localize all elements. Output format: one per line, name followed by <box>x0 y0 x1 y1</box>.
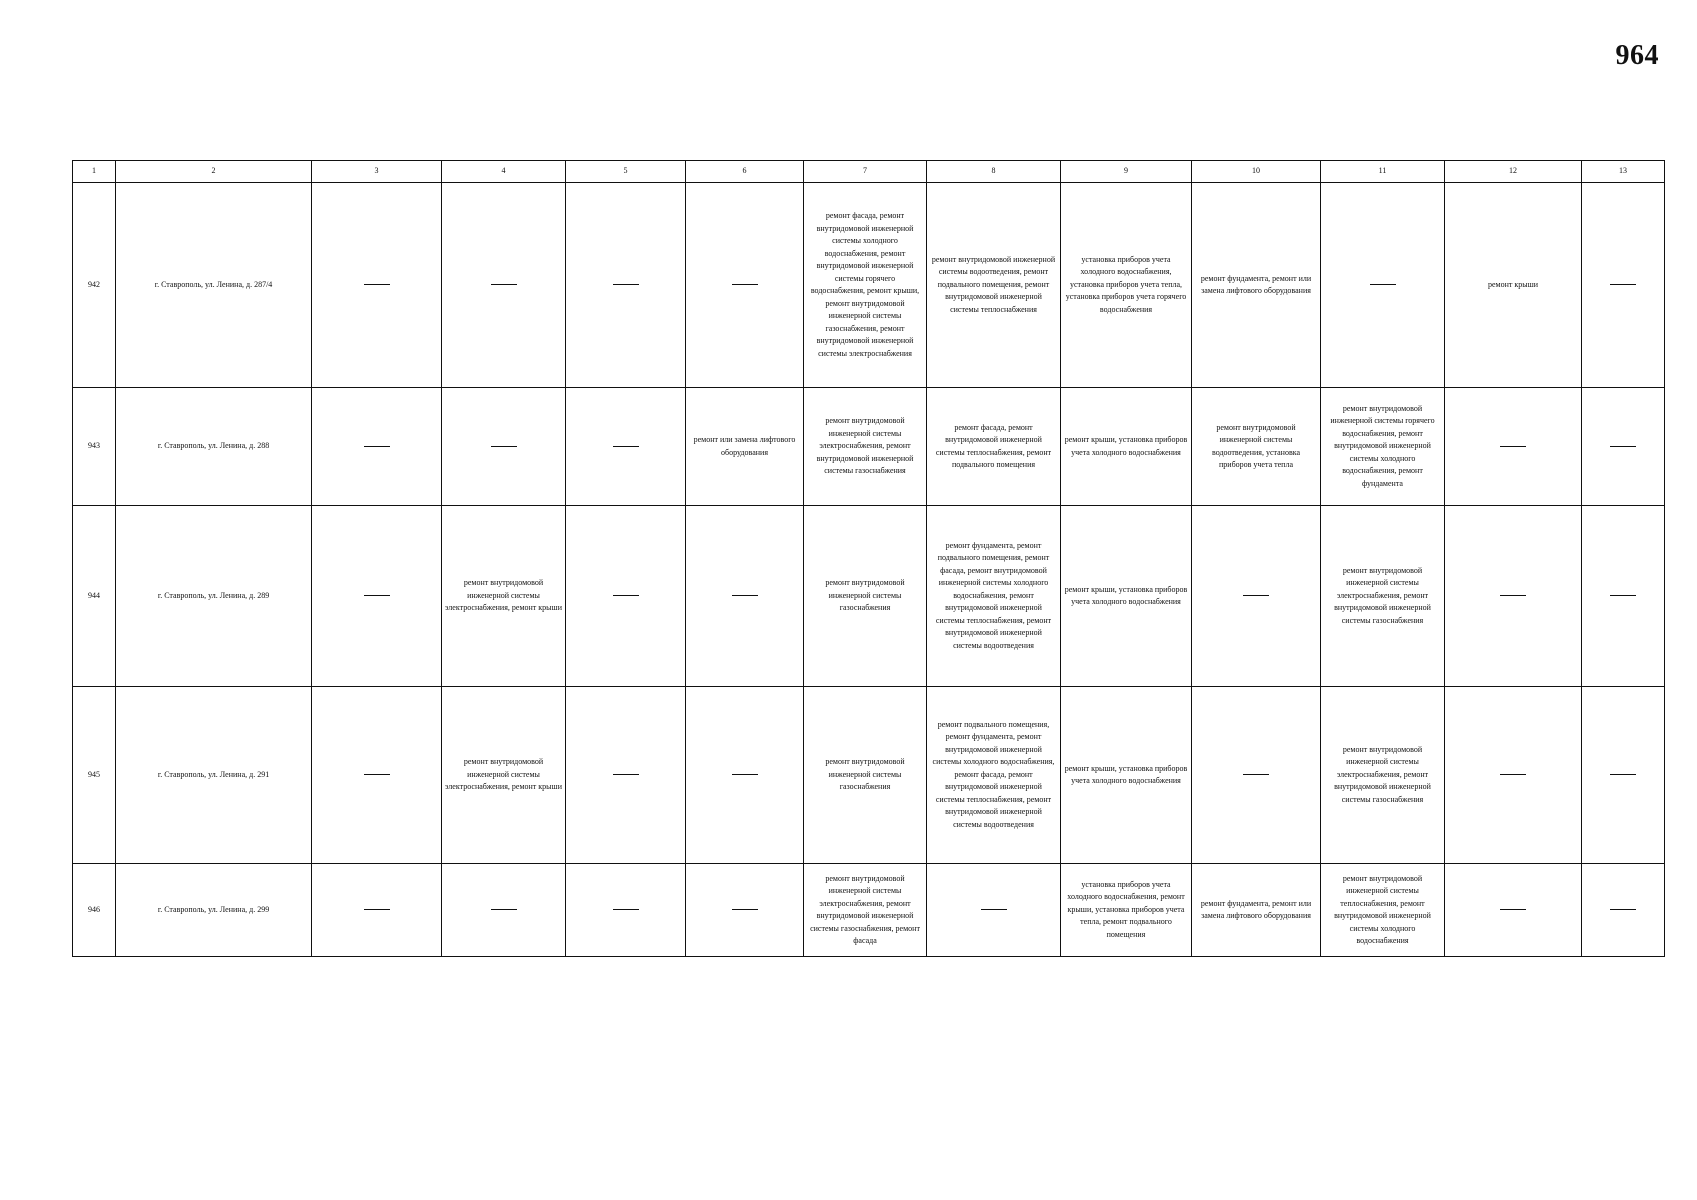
work-type-cell: ремонт внутридомовой инженерной системы электроснабжения, ремонт внутридомовой инженерной системы газоснабжения, ремонт фасада <box>804 864 927 957</box>
table-body <box>73 183 1665 957</box>
work-type-cell: ремонт внутридомовой инженерной системы теплоснабжения, ремонт внутридомовой инженерной системы холодного водоснабжения <box>1321 864 1445 957</box>
empty-dash <box>1500 774 1526 775</box>
work-type-cell: ремонт фундамента, ремонт подвального помещения, ремонт фасада, ремонт внутридомовой инженерной системы холодного водоснабжения, ремонт внутридомовой инженерной системы теплоснабжения, ремонт внутридомовой инженерной системы водоотведения <box>927 506 1061 687</box>
work-type-cell <box>1445 388 1582 506</box>
empty-dash <box>613 909 639 910</box>
row-number-cell: 942 <box>73 183 116 388</box>
empty-dash <box>491 909 517 910</box>
work-type-cell <box>686 506 804 687</box>
work-type-cell <box>566 864 686 957</box>
empty-dash <box>613 446 639 447</box>
work-type-cell <box>1582 687 1665 864</box>
column-header: 9 <box>1061 161 1192 183</box>
work-type-cell <box>312 864 442 957</box>
work-type-cell <box>1582 506 1665 687</box>
empty-dash <box>1610 595 1636 596</box>
work-type-cell <box>686 183 804 388</box>
empty-dash <box>1370 284 1396 285</box>
column-header: 7 <box>804 161 927 183</box>
work-type-cell: ремонт внутридомовой инженерной системы газоснабжения <box>804 506 927 687</box>
empty-dash <box>1610 774 1636 775</box>
column-header: 5 <box>566 161 686 183</box>
table-row <box>73 388 1665 506</box>
empty-dash <box>1500 446 1526 447</box>
column-header: 10 <box>1192 161 1321 183</box>
work-type-cell: ремонт внутридомовой инженерной системы электроснабжения, ремонт внутридомовой инженерной системы газоснабжения <box>1321 687 1445 864</box>
work-type-cell: ремонт крыши, установка приборов учета холодного водоснабжения <box>1061 388 1192 506</box>
work-type-cell <box>566 183 686 388</box>
work-type-cell <box>1321 183 1445 388</box>
column-header: 6 <box>686 161 804 183</box>
work-type-cell: ремонт крыши, установка приборов учета холодного водоснабжения <box>1061 506 1192 687</box>
work-type-cell <box>927 864 1061 957</box>
empty-dash <box>613 284 639 285</box>
empty-dash <box>364 284 390 285</box>
empty-dash <box>1243 774 1269 775</box>
table-row <box>73 864 1665 957</box>
work-type-cell <box>312 687 442 864</box>
column-header: 1 <box>73 161 116 183</box>
empty-dash <box>364 774 390 775</box>
work-type-cell <box>1445 864 1582 957</box>
work-type-cell: ремонт фасада, ремонт внутридомовой инженерной системы холодного водоснабжения, ремонт внутридомовой инженерной системы горячего водоснабжения, ремонт крыши, ремонт внутридомовой инженерной системы газоснабжения, ремонт внутридомовой инженерной системы электроснабжения <box>804 183 927 388</box>
work-type-cell <box>442 864 566 957</box>
row-number-cell: 943 <box>73 388 116 506</box>
empty-dash <box>732 774 758 775</box>
work-type-cell <box>312 506 442 687</box>
empty-dash <box>1610 446 1636 447</box>
column-header: 13 <box>1582 161 1665 183</box>
work-type-cell <box>1445 506 1582 687</box>
empty-dash <box>1500 595 1526 596</box>
empty-dash <box>613 774 639 775</box>
work-type-cell <box>442 183 566 388</box>
work-type-cell: ремонт фундамента, ремонт или замена лифтового оборудования <box>1192 864 1321 957</box>
empty-dash <box>364 446 390 447</box>
empty-dash <box>732 595 758 596</box>
work-type-cell <box>1192 506 1321 687</box>
column-header: 2 <box>116 161 312 183</box>
work-type-cell: установка приборов учета холодного водоснабжения, ремонт крыши, установка приборов учета тепла, ремонт подвального помещения <box>1061 864 1192 957</box>
row-number-cell: 945 <box>73 687 116 864</box>
work-type-cell <box>312 388 442 506</box>
empty-dash <box>732 284 758 285</box>
empty-dash <box>364 595 390 596</box>
work-type-cell <box>442 388 566 506</box>
repair-schedule-table <box>72 160 1665 957</box>
work-type-cell: ремонт подвального помещения, ремонт фундамента, ремонт внутридомовой инженерной системы холодного водоснабжения, ремонт фасада, ремонт внутридомовой инженерной системы теплоснабжения, ремонт внутридомовой инженерной системы водоотведения <box>927 687 1061 864</box>
work-type-cell <box>566 687 686 864</box>
column-header: 4 <box>442 161 566 183</box>
row-number-cell: 946 <box>73 864 116 957</box>
empty-dash <box>1610 909 1636 910</box>
work-type-cell <box>1192 687 1321 864</box>
work-type-cell <box>566 388 686 506</box>
work-type-cell <box>312 183 442 388</box>
empty-dash <box>732 909 758 910</box>
address-cell: г. Ставрополь, ул. Ленина, д. 299 <box>116 864 312 957</box>
work-type-cell: ремонт крыши, установка приборов учета холодного водоснабжения <box>1061 687 1192 864</box>
work-type-cell: ремонт крыши <box>1445 183 1582 388</box>
work-type-cell <box>1445 687 1582 864</box>
address-cell: г. Ставрополь, ул. Ленина, д. 289 <box>116 506 312 687</box>
empty-dash <box>981 909 1007 910</box>
work-type-cell: ремонт фундамента, ремонт или замена лифтового оборудования <box>1192 183 1321 388</box>
table-row <box>73 687 1665 864</box>
empty-dash <box>491 284 517 285</box>
work-type-cell <box>566 506 686 687</box>
work-type-cell: ремонт внутридомовой инженерной системы электроснабжения, ремонт крыши <box>442 687 566 864</box>
page-number: 964 <box>1615 40 1659 71</box>
work-type-cell: ремонт внутридомовой инженерной системы водоотведения, установка приборов учета тепла <box>1192 388 1321 506</box>
work-type-cell: ремонт внутридомовой инженерной системы электроснабжения, ремонт внутридомовой инженерной системы газоснабжения <box>804 388 927 506</box>
empty-dash <box>1610 284 1636 285</box>
empty-dash <box>364 909 390 910</box>
work-type-cell: ремонт фасада, ремонт внутридомовой инженерной системы теплоснабжения, ремонт подвального помещения <box>927 388 1061 506</box>
column-header: 3 <box>312 161 442 183</box>
table-row <box>73 183 1665 388</box>
empty-dash <box>1243 595 1269 596</box>
work-type-cell: ремонт внутридомовой инженерной системы электроснабжения, ремонт крыши <box>442 506 566 687</box>
empty-dash <box>491 446 517 447</box>
work-type-cell: ремонт внутридомовой инженерной системы электроснабжения, ремонт внутридомовой инженерной системы газоснабжения <box>1321 506 1445 687</box>
work-type-cell <box>1582 388 1665 506</box>
address-cell: г. Ставрополь, ул. Ленина, д. 287/4 <box>116 183 312 388</box>
work-type-cell: ремонт внутридомовой инженерной системы газоснабжения <box>804 687 927 864</box>
work-type-cell <box>686 687 804 864</box>
work-type-cell: ремонт внутридомовой инженерной системы водоотведения, ремонт подвального помещения, ремонт внутридомовой инженерной системы теплоснабжения <box>927 183 1061 388</box>
column-number-header <box>73 161 1665 183</box>
work-type-cell: ремонт или замена лифтового оборудования <box>686 388 804 506</box>
column-header: 12 <box>1445 161 1582 183</box>
address-cell: г. Ставрополь, ул. Ленина, д. 291 <box>116 687 312 864</box>
column-header: 8 <box>927 161 1061 183</box>
table-row <box>73 506 1665 687</box>
work-type-cell: ремонт внутридомовой инженерной системы горячего водоснабжения, ремонт внутридомовой инженерной системы холодного водоснабжения, ремонт фундамента <box>1321 388 1445 506</box>
row-number-cell: 944 <box>73 506 116 687</box>
work-type-cell <box>1582 864 1665 957</box>
address-cell: г. Ставрополь, ул. Ленина, д. 288 <box>116 388 312 506</box>
column-header: 11 <box>1321 161 1445 183</box>
work-type-cell: установка приборов учета холодного водоснабжения, установка приборов учета тепла, установка приборов учета горячего водоснабжения <box>1061 183 1192 388</box>
work-type-cell <box>1582 183 1665 388</box>
empty-dash <box>613 595 639 596</box>
work-type-cell <box>686 864 804 957</box>
empty-dash <box>1500 909 1526 910</box>
